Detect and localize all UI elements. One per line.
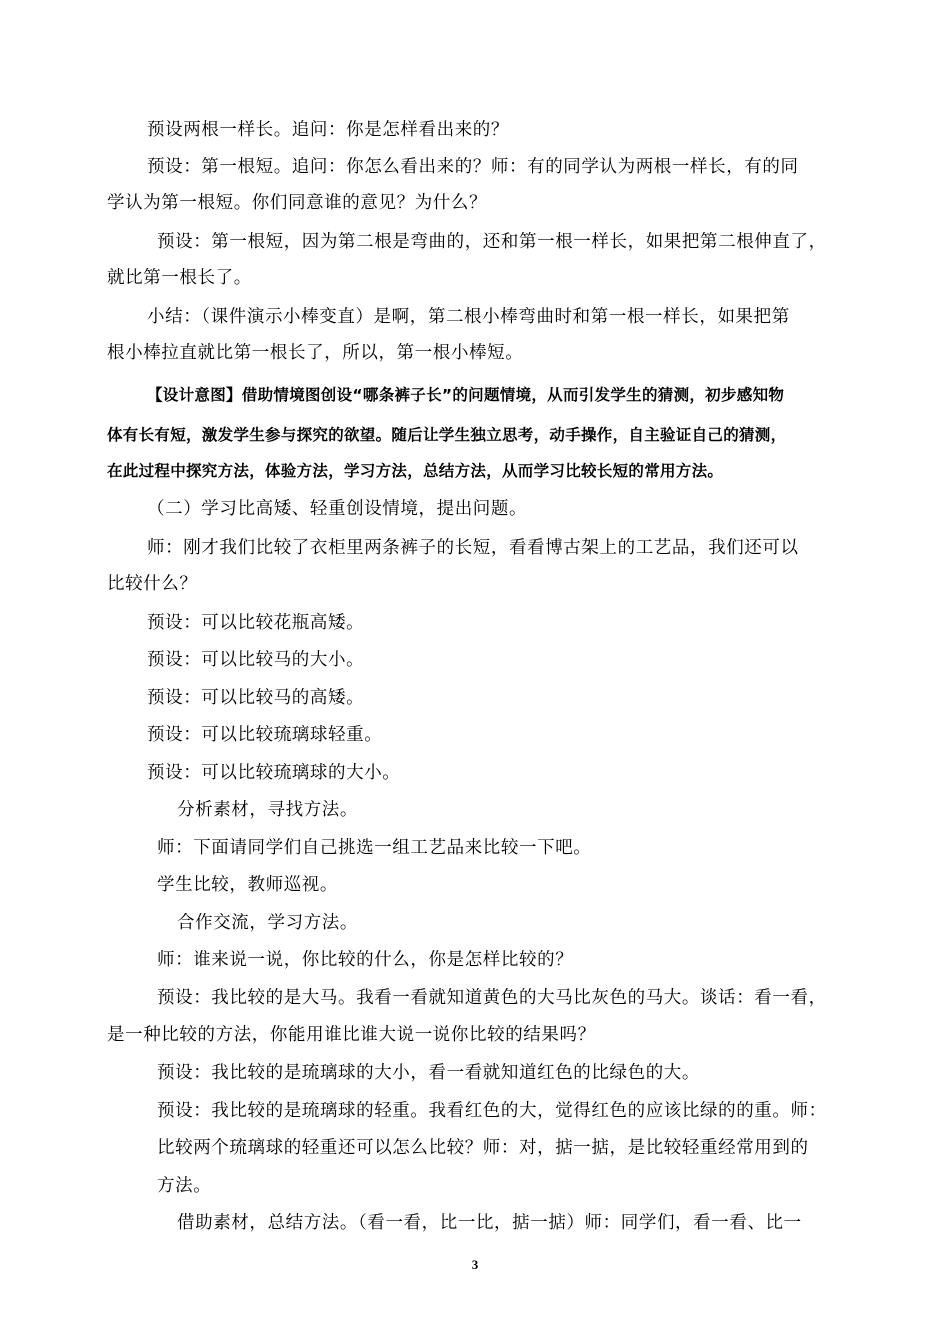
paragraph-line: 预设：可以比较琉璃球轻重。 [147,725,383,745]
paragraph-line: 预设：可以比较马的大小。 [147,650,365,670]
paragraph-line: 师：谁来说一说，你比较的什么，你是怎样比较的？ [157,950,574,970]
paragraph-line: 方法。 [157,1176,212,1196]
paragraph-line: 就比第一根长了。 [107,268,252,288]
paragraph-line: 预设：可以比较花瓶高矮。 [147,613,365,633]
paragraph-line: 合作交流，学习方法。 [177,913,358,933]
section-heading: （二）学习比高矮、轻重创设情境，提出问题。 [147,499,528,519]
paragraph-line: 根小棒拉直就比第一根长了，所以，第一根小棒短。 [107,343,524,363]
paragraph-line: 预设：可以比较马的高矮。 [147,688,365,708]
paragraph-line: 分析素材，寻找方法。 [177,800,358,820]
paragraph-line: 小结：（课件演示小棒变直）是啊，第二根小棒弯曲时和第一根一样长，如果把第 [147,307,790,327]
paragraph-line: 学生比较，教师巡视。 [157,875,338,895]
page-number: 3 [471,1257,479,1272]
paragraph-line: 预设：可以比较琉璃球的大小。 [147,763,401,783]
paragraph-line: 学认为第一根短。你们同意谁的意见？为什么？ [107,193,488,213]
design-intent-line: 【设计意图】借助情境图创设“哪条裤子长”的问题情境，从而引发学生的猜测，初步感知物 [147,386,785,404]
paragraph-line: 师：刚才我们比较了衣柜里两条裤子的长短，看看博古架上的工艺品，我们还可以 [147,538,799,558]
paragraph-line: 预设两根一样长。追问：你是怎样看出来的？ [147,120,509,140]
paragraph-line: 是一种比较的方法，你能用谁比谁大说一说你比较的结果吗？ [107,1025,596,1045]
paragraph-line: 预设：我比较的是琉璃球的大小，看一看就知道红色的比绿色的大。 [157,1063,700,1083]
paragraph-line: 比较什么？ [107,574,198,594]
paragraph-line: 预设：第一根短，因为第二根是弯曲的，还和第一根一样长，如果把第二根伸直了， [157,232,827,252]
paragraph-line: 师：下面请同学们自己挑选一组工艺品来比较一下吧。 [157,838,592,858]
paragraph-line: 预设：我比较的是琉璃球的轻重。我看红色的大，觉得红色的应该比绿的的重。师： [157,1101,827,1121]
design-intent-line: 体有长有短，激发学生参与探究的欲望。随后让学生独立思考，动手操作，自主验证自己的猜测， [107,426,787,444]
paragraph-line: 预设：第一根短。追问：你怎么看出来的？师：有的同学认为两根一样长，有的同 [147,157,799,177]
paragraph-line: 借助素材，总结方法。（看一看，比一比，掂一掂）师：同学们，看一看、比一 [177,1213,802,1233]
paragraph-line: 比较两个琉璃球的轻重还可以怎么比较？师：对，掂一掂，是比较轻重经常用到的 [157,1138,809,1158]
design-intent-line: 在此过程中探究方法，体验方法，学习方法，总结方法，从而学习比较长短的常用方法。 [107,462,724,480]
paragraph-line: 预设：我比较的是大马。我看一看就知道黄色的大马比灰色的马大。谈话：看一看， [157,988,827,1008]
